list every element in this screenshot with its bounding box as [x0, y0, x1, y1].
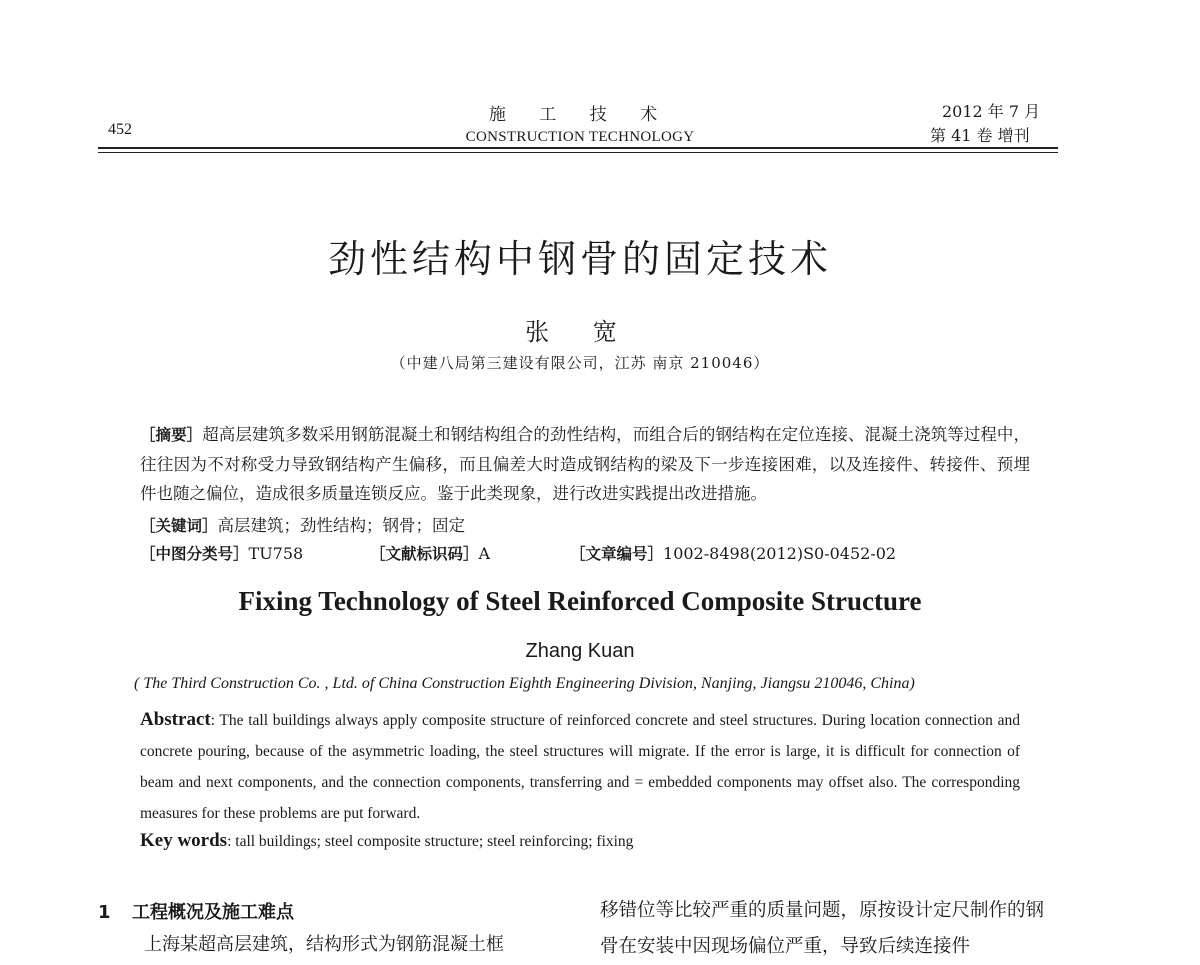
header-rule-thick [98, 147, 1058, 149]
abstract-text-cn: 超高层建筑多数采用钢筋混凝土和钢结构组合的劲性结构，而组合后的钢结构在定位连接、混凝土浇筑等过程中，往往因为不对称受力导致钢结构产生偏移，而且偏差大时造成钢结构的梁及下一步连接困难，以及连接件、转接件、预埋件也随之偏位，造成很多质量连锁反应。鉴于此类现象，进行改进实践提出改进措施。 [140, 425, 1030, 503]
clc-field [140, 542, 303, 564]
article-title-en: Fixing Technology of Steel Reinforced Composite Structure [238, 586, 922, 616]
article-no-label: ［文章编号］ [570, 545, 664, 563]
clc-label: ［中图分类号］ [140, 545, 249, 563]
affiliation-cn: （中建八局第三建设有限公司，江苏 南京 210046） [390, 354, 770, 372]
journal-name-cn: 施 工 技 术 [488, 105, 672, 125]
author-cn: 张 宽 [525, 318, 635, 346]
abstract-text-en: : The tall buildings always apply composite structure of reinforced concrete and steel structures. During location connection and concrete pouring, because of the asymmetric loading, the steel structures will migrate. If the error is large, it is difficult for connection of beam and next components, and the connection components, transferring and = embedded components may offset also. The corresponding measures for these problems are put forward. [140, 712, 1020, 822]
doc-code-label: ［文献标识码］ [370, 545, 479, 563]
journal-header [420, 100, 740, 146]
abstract-cn [140, 420, 1030, 508]
keywords-text-cn: 高层建筑；劲性结构；钢骨；固定 [217, 516, 466, 535]
article-title-cn: 劲性结构中钢骨的固定技术 [327, 237, 832, 281]
clc-value: TU758 [248, 544, 304, 563]
article-no-value: 1002-8498(2012)S0-0452-02 [663, 544, 897, 563]
keywords-text-en: : tall buildings; steel composite structure; steel reinforcing; fixing [227, 833, 634, 850]
journal-name-en: CONSTRUCTION TECHNOLOGY [465, 129, 695, 145]
doc-code-value: A [478, 544, 491, 563]
abstract-label-en: Abstract [140, 709, 211, 730]
section-title: 工程概况及施工难点 [132, 902, 294, 923]
abstract-en [140, 704, 1020, 829]
keywords-en [140, 830, 633, 852]
doc-code-field [370, 542, 490, 564]
keywords-label-en: Key words [140, 830, 228, 851]
issue-date: 2012 年 7 月 [942, 102, 1041, 121]
body-left-column: 上海某超高层建筑，结构形式为钢筋混凝土框 [144, 934, 504, 955]
author-en: Zhang Kuan [525, 640, 635, 662]
keywords-label-cn: ［关键词］ [140, 517, 218, 535]
issue-info [930, 100, 1060, 148]
page-number: 452 [108, 121, 132, 138]
affiliation-en: ( The Third Construction Co. , Ltd. of China Construction Eighth Engineering Division, Nanjing, Jiangsu 210046, China) [134, 675, 915, 692]
header-rule-thin [98, 152, 1058, 153]
keywords-cn [140, 512, 465, 536]
section-heading [98, 898, 294, 924]
abstract-label-cn: ［摘要］ [140, 426, 203, 444]
issue-volume: 第 41 卷 增刊 [930, 126, 1030, 145]
article-no-field [570, 542, 896, 564]
body-right-column: 移错位等比较严重的质量问题，原按设计定尺制作的钢骨在安装中因现场偏位严重，导致后续连接件 [600, 900, 1045, 957]
section-number: 1 [98, 902, 111, 923]
